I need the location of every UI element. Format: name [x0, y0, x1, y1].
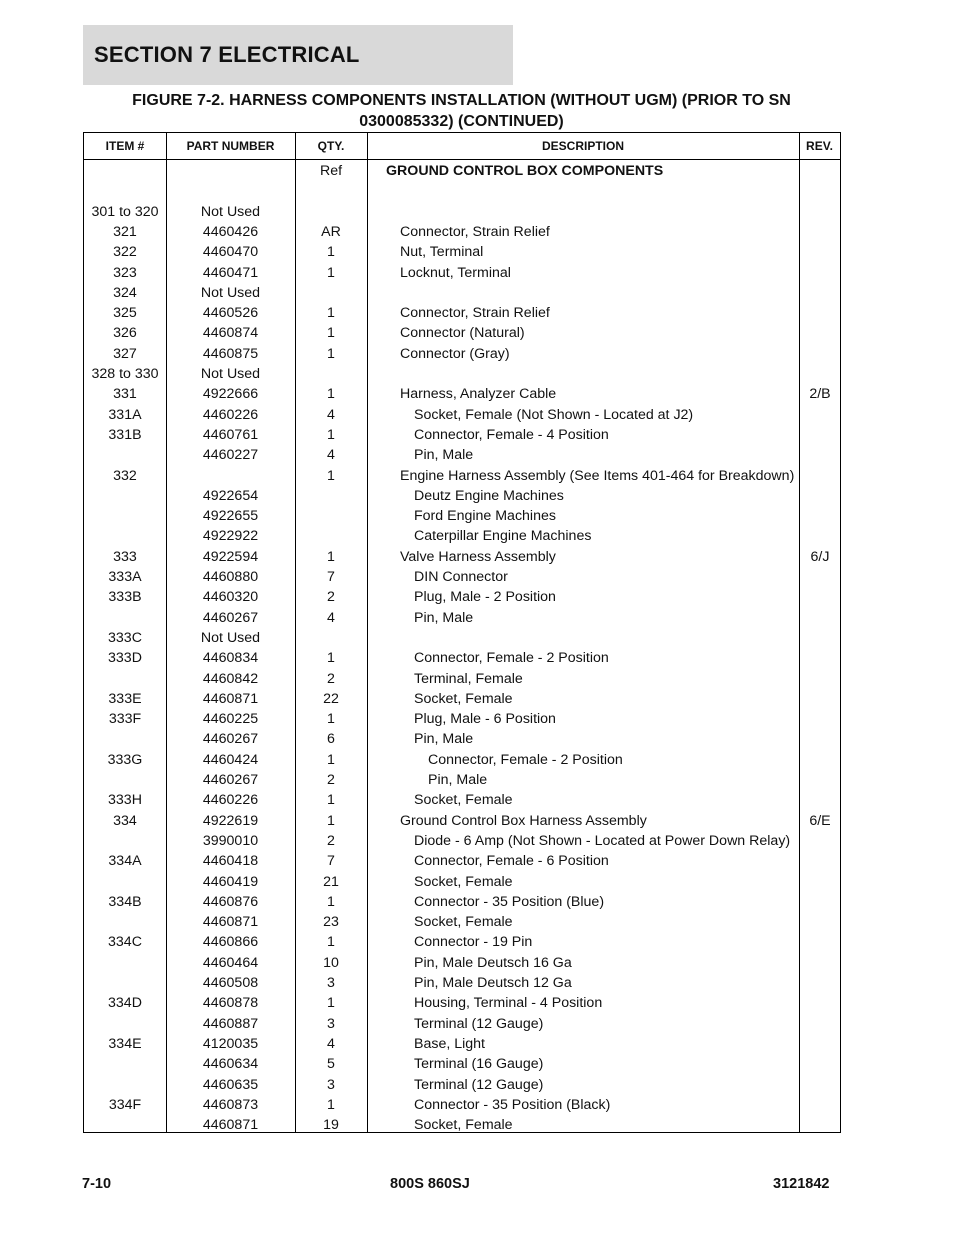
description-cell: Connector, Female - 2 Position — [414, 650, 609, 667]
qty-cell: 3 — [327, 975, 335, 991]
qty-cell: 1 — [327, 305, 335, 322]
description-cell: Socket, Female — [414, 873, 513, 890]
description-cell: Connector, Strain Relief — [400, 305, 550, 322]
qty-cell: 21 — [323, 873, 339, 890]
part-number-cell: 4460227 — [202, 447, 259, 464]
part-number-cell: 4460419 — [202, 873, 259, 890]
header-qty: QTY. — [317, 139, 345, 153]
item-cell: 332 — [113, 467, 137, 484]
description-cell: Connector, Strain Relief — [400, 223, 550, 240]
part-number-cell: 4460267 — [202, 731, 259, 748]
description-cell: Locknut, Terminal — [400, 264, 511, 281]
item-cell: 331 — [113, 386, 137, 403]
part-number-cell: 4460426 — [202, 223, 259, 240]
qty-cell: 1 — [327, 751, 335, 768]
qty-cell: 10 — [323, 954, 339, 971]
table-row — [84, 506, 840, 526]
description-cell: Pin, Male Deutsch 12 Ga — [414, 975, 572, 991]
description-cell: Valve Harness Assembly — [400, 548, 556, 565]
table-row — [84, 547, 840, 567]
section-title: SECTION 7 ELECTRICAL — [94, 42, 360, 67]
item-cell: 334 — [113, 812, 137, 829]
item-cell: 334C — [108, 934, 142, 951]
table-row — [84, 1075, 840, 1095]
table-row — [84, 811, 840, 831]
table-row — [84, 648, 840, 668]
qty-cell: 1 — [327, 995, 335, 1012]
rev-cell: 2/B — [809, 386, 831, 403]
header-description: DESCRIPTION — [541, 139, 624, 153]
table-row — [84, 770, 840, 790]
table-row — [84, 161, 840, 181]
table-row — [84, 709, 840, 729]
description-cell: Connector, Female - 4 Position — [414, 426, 609, 443]
qty-cell: 1 — [327, 812, 335, 829]
table-row — [84, 689, 840, 709]
item-cell: 328 to 330 — [91, 366, 159, 382]
document-number: 3121842 — [773, 1176, 830, 1192]
description-cell: Connector, Female - 6 Position — [414, 853, 609, 870]
description-cell: DIN Connector — [414, 569, 508, 585]
part-number-cell: 4460761 — [202, 426, 259, 443]
qty-cell: 2 — [327, 772, 335, 788]
table-row — [84, 1095, 840, 1115]
qty-cell: 23 — [323, 914, 339, 931]
qty-cell: 1 — [327, 893, 335, 910]
description-cell: Terminal (12 Gauge) — [414, 1076, 544, 1093]
item-cell: 333F — [108, 711, 142, 728]
description-cell: Connector - 19 Pin — [414, 934, 533, 951]
description-cell: Pin, Male — [414, 609, 474, 626]
qty-cell: 4 — [327, 609, 335, 626]
rev-cell: 6/E — [809, 812, 831, 829]
part-number-cell: 4460226 — [202, 406, 259, 423]
qty-cell: 1 — [327, 325, 335, 342]
table-row — [84, 953, 840, 973]
qty-cell: 1 — [327, 467, 335, 484]
description-cell: Diode - 6 Amp (Not Shown - Located at Power Down Relay) — [414, 832, 791, 849]
qty-cell: 2 — [327, 670, 335, 687]
part-number-cell: 4460424 — [202, 751, 259, 768]
qty-cell: 19 — [323, 1117, 339, 1134]
item-cell: 323 — [113, 264, 137, 281]
description-cell: Ford Engine Machines — [414, 508, 556, 525]
table-row — [84, 608, 840, 628]
table-row — [84, 526, 840, 546]
description-cell: Ground Control Box Harness Assembly — [400, 812, 647, 829]
table-row — [84, 669, 840, 689]
part-number-cell: Not Used — [200, 629, 261, 646]
description-cell: Connector (Natural) — [400, 325, 525, 342]
part-number-cell: 4922654 — [202, 487, 259, 504]
qty-cell: 2 — [327, 832, 335, 849]
item-cell: 333C — [108, 629, 142, 646]
item-cell: 334F — [108, 1096, 142, 1113]
item-cell: 326 — [113, 325, 137, 342]
part-number-cell: 4460842 — [202, 670, 259, 687]
table-row — [84, 1054, 840, 1074]
qty-cell: 1 — [327, 650, 335, 667]
part-number-cell: 4922922 — [202, 528, 259, 545]
item-cell: 327 — [113, 345, 137, 362]
section-banner — [83, 25, 513, 85]
parts-table — [83, 132, 841, 1133]
table-row — [84, 202, 840, 222]
part-number-cell: 4120035 — [202, 1035, 259, 1052]
part-number-cell: Not Used — [200, 366, 261, 382]
table-row — [84, 1034, 840, 1054]
item-cell: 324 — [113, 284, 137, 301]
qty-cell: 3 — [327, 1015, 335, 1032]
header-divider — [84, 159, 840, 160]
table-row — [84, 750, 840, 770]
description-cell: Socket, Female — [414, 690, 513, 707]
part-number-cell: 4460225 — [202, 711, 259, 728]
part-number-cell: 4460887 — [202, 1015, 259, 1032]
part-number-cell: 4460880 — [202, 569, 259, 585]
description-cell: Housing, Terminal - 4 Position — [414, 995, 603, 1012]
figure-title — [83, 90, 840, 132]
table-row — [84, 344, 840, 364]
header-rev: REV. — [806, 139, 833, 153]
part-number-cell: 4460508 — [202, 975, 259, 991]
table-row — [84, 242, 840, 262]
item-cell: 333G — [107, 751, 143, 768]
table-row — [84, 486, 840, 506]
qty-cell: 1 — [327, 792, 335, 809]
qty-cell: 1 — [327, 1096, 335, 1113]
qty-cell: 2 — [327, 589, 335, 606]
header-part-number: PART NUMBER — [186, 139, 275, 153]
item-cell: 331B — [108, 426, 142, 443]
item-cell: 331A — [108, 406, 142, 423]
item-cell: 325 — [113, 305, 137, 322]
description-cell: Pin, Male — [428, 772, 488, 788]
model-name: 800S 860SJ — [390, 1176, 470, 1192]
part-number-cell: 4460873 — [202, 1096, 259, 1113]
qty-cell: 22 — [323, 690, 339, 707]
description-cell: Connector, Female - 2 Position — [428, 751, 623, 768]
description-cell: Terminal, Female — [414, 670, 523, 687]
item-cell: 333A — [108, 569, 142, 585]
item-cell: 334A — [108, 853, 142, 870]
table-row — [84, 263, 840, 283]
table-row — [84, 831, 840, 851]
qty-cell: 1 — [327, 934, 335, 951]
qty-cell: 1 — [327, 244, 335, 261]
table-row — [84, 628, 840, 648]
qty-cell: 5 — [327, 1056, 335, 1073]
table-row — [84, 181, 840, 201]
table-row — [84, 283, 840, 303]
page-number: 7-10 — [82, 1176, 112, 1192]
description-cell: Base, Light — [414, 1035, 485, 1052]
item-cell: 322 — [113, 244, 137, 261]
part-number-cell: 4460876 — [202, 893, 259, 910]
table-row — [84, 790, 840, 810]
description-cell: Plug, Male - 2 Position — [414, 589, 556, 606]
table-row — [84, 892, 840, 912]
part-number-cell: 4922666 — [202, 386, 259, 403]
item-cell: 321 — [113, 223, 137, 240]
part-number-cell: 4460871 — [202, 1117, 259, 1134]
part-number-cell: 4460875 — [202, 345, 259, 362]
qty-cell: 3 — [327, 1076, 335, 1093]
item-cell: 333B — [108, 589, 142, 606]
part-number-cell: 4922655 — [202, 508, 259, 525]
table-row — [84, 973, 840, 993]
qty-cell: 1 — [327, 386, 335, 403]
part-number-cell: 4922594 — [202, 548, 259, 565]
qty-cell: 4 — [327, 1035, 335, 1052]
part-number-cell: 3990010 — [202, 832, 259, 849]
qty-cell: 6 — [327, 731, 335, 748]
table-row — [84, 445, 840, 465]
table-row — [84, 993, 840, 1013]
figure-title-line-1: FIGURE 7-2. HARNESS COMPONENTS INSTALLATION (WITHOUT UGM) (PRIOR TO SN — [132, 92, 791, 109]
figure-title-line-2: 0300085332) (CONTINUED) — [359, 113, 564, 130]
description-cell: Socket, Female — [414, 792, 513, 809]
part-number-cell: 4922619 — [202, 812, 259, 829]
qty-cell: 1 — [327, 711, 335, 728]
qty-cell: 1 — [327, 548, 335, 565]
description-cell: Connector - 35 Position (Blue) — [414, 893, 605, 910]
qty-cell: 1 — [327, 264, 335, 281]
rev-cell: 6/J — [810, 548, 830, 565]
header-item: ITEM # — [105, 139, 145, 153]
table-row — [84, 851, 840, 871]
part-number-cell: 4460267 — [202, 609, 259, 626]
item-cell: 333E — [108, 690, 142, 707]
qty-cell: 1 — [327, 345, 335, 362]
description-cell: Harness, Analyzer Cable — [400, 386, 557, 403]
description-cell: Socket, Female — [414, 914, 513, 931]
part-number-cell: 4460526 — [202, 305, 259, 322]
description-cell: Connector - 35 Position (Black) — [414, 1096, 611, 1113]
description-cell: Pin, Male Deutsch 16 Ga — [414, 954, 572, 971]
table-row — [84, 587, 840, 607]
qty-cell: AR — [321, 223, 341, 240]
part-number-cell: Not Used — [200, 203, 261, 220]
item-cell: 334D — [108, 995, 142, 1012]
table-row — [84, 425, 840, 445]
table-row — [84, 222, 840, 242]
item-cell: 301 to 320 — [91, 203, 159, 220]
table-row — [84, 466, 840, 486]
part-number-cell: 4460834 — [202, 650, 259, 667]
table-row — [84, 729, 840, 749]
table-row — [84, 567, 840, 587]
item-cell: 334E — [108, 1035, 142, 1052]
part-number-cell: 4460866 — [202, 934, 259, 951]
part-number-cell: 4460871 — [202, 914, 259, 931]
table-row — [84, 405, 840, 425]
qty-cell: 1 — [327, 426, 335, 443]
table-row — [84, 1115, 840, 1135]
description-cell: Terminal (12 Gauge) — [414, 1015, 544, 1032]
part-number-cell: 4460267 — [202, 772, 259, 788]
part-number-cell: 4460874 — [202, 325, 259, 342]
qty-cell: 4 — [327, 406, 335, 423]
table-row — [84, 932, 840, 952]
description-cell: Caterpillar Engine Machines — [414, 528, 592, 545]
description-cell: Socket, Female — [414, 1117, 513, 1134]
item-cell: 333H — [108, 792, 142, 809]
description-cell: Deutz Engine Machines — [414, 487, 564, 504]
part-number-cell: 4460418 — [202, 853, 259, 870]
qty-cell: Ref — [319, 163, 343, 179]
description-cell: GROUND CONTROL BOX COMPONENTS — [386, 163, 664, 179]
item-cell: 333D — [108, 650, 142, 667]
part-number-cell: 4460871 — [202, 690, 259, 707]
description-cell: Engine Harness Assembly (See Items 401-464 for Breakdown) — [400, 467, 795, 484]
part-number-cell: 4460635 — [202, 1076, 259, 1093]
description-cell: Connector (Gray) — [400, 345, 510, 362]
description-cell: Nut, Terminal — [400, 244, 484, 261]
part-number-cell: 4460634 — [202, 1056, 259, 1073]
table-row — [84, 872, 840, 892]
table-row — [84, 384, 840, 404]
qty-cell: 4 — [327, 447, 335, 464]
table-row — [84, 364, 840, 384]
description-cell: Pin, Male — [414, 447, 474, 464]
part-number-cell: 4460470 — [202, 244, 259, 261]
table-row — [84, 1014, 840, 1034]
qty-cell: 7 — [327, 853, 335, 870]
part-number-cell: 4460878 — [202, 995, 259, 1012]
description-cell: Plug, Male - 6 Position — [414, 711, 556, 728]
description-cell: Pin, Male — [414, 731, 474, 748]
table-row — [84, 912, 840, 932]
part-number-cell: 4460226 — [202, 792, 259, 809]
part-number-cell: Not Used — [200, 284, 261, 301]
part-number-cell: 4460471 — [202, 264, 259, 281]
description-cell: Terminal (16 Gauge) — [414, 1056, 544, 1073]
part-number-cell: 4460464 — [202, 954, 259, 971]
part-number-cell: 4460320 — [202, 589, 259, 606]
table-row — [84, 323, 840, 343]
table-row — [84, 303, 840, 323]
item-cell: 334B — [108, 893, 142, 910]
description-cell: Socket, Female (Not Shown - Located at J2) — [414, 406, 694, 423]
item-cell: 333 — [113, 548, 137, 565]
qty-cell: 7 — [327, 569, 335, 585]
